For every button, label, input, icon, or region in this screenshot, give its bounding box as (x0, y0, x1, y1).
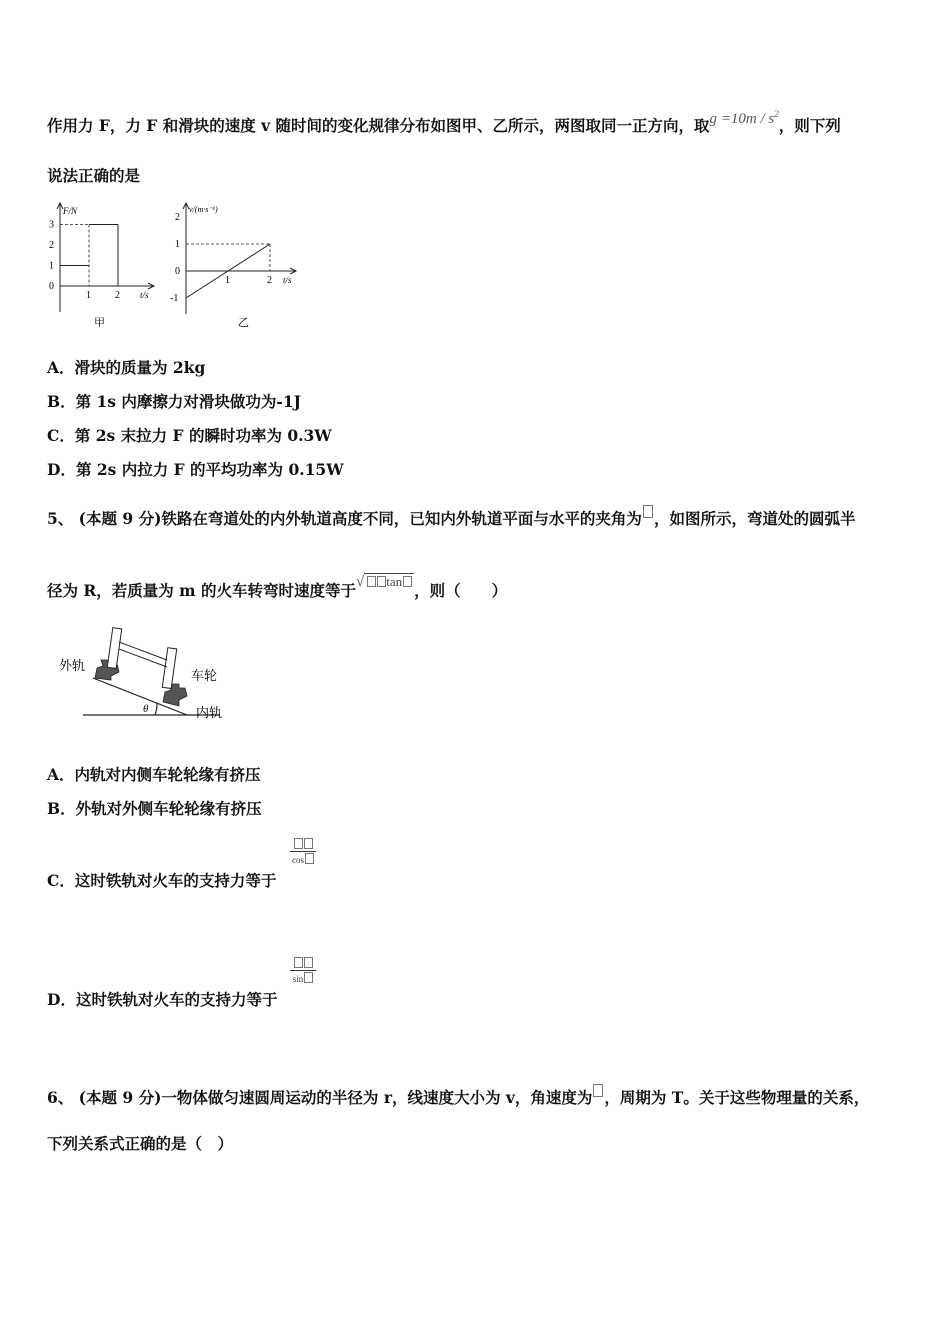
v-xtick-label: 2 (267, 275, 272, 286)
q6-stem-line2: 下列关系式正确的是（ ） (47, 1134, 234, 1153)
wheel-label: 车轮 (191, 668, 218, 683)
v-chart-ylabel: v/(m·s⁻¹) (189, 205, 218, 214)
q4-option-d[interactable]: D．第 2s 内拉力 F 的平均功率为 0.15W (47, 460, 344, 479)
v-ytick-label: 0 (175, 266, 180, 277)
f-ytick-label: 1 (49, 260, 54, 272)
q4-option-b[interactable]: B．第 1s 内摩擦力对滑块做功为-1J (47, 392, 301, 411)
outer-rail-label: 外轨 (59, 658, 86, 673)
q5-option-a[interactable]: A．内轨对内侧车轮轮缘有挤压 (47, 765, 261, 784)
q4-stem-text: 作用力 F，力 F 和滑块的速度 v 随时间的变化规律分布如图甲、乙所示，两图取同一正方向，取 (47, 116, 710, 135)
railway-curve-diagram (55, 622, 245, 724)
sqrt-expression: √ tan (356, 574, 414, 591)
f-ytick-label: 0 (49, 281, 54, 292)
q4-option-c[interactable]: C．第 2s 末拉力 F 的瞬时功率为 0.3W (47, 426, 332, 445)
f-xtick-label: 2 (115, 290, 120, 301)
inner-wheel (162, 648, 176, 689)
q6-stem-tail: ，周期为 T。关于这些物理量的关系， (604, 1088, 870, 1107)
angle-arc (155, 703, 157, 715)
q6-stem-line1 (47, 1084, 869, 1108)
q5-stem-line2-text: 径为 R，若质量为 m 的火车转弯时速度等于 (47, 581, 356, 600)
q6-stem-text: 6、 (本题 9 分)一物体做匀速圆周运动的半径为 r，线速度大小为 v，角速度为 (47, 1088, 593, 1107)
q4-option-a[interactable]: A．滑块的质量为 2kg (47, 358, 206, 377)
q5-stem-line2 (47, 574, 508, 601)
axle-bottom (119, 649, 167, 667)
f-ytick-label: 2 (49, 240, 54, 251)
g-formula: $g =10m / s^2$ (709, 109, 779, 127)
f-chart-ylabel: F/N (63, 206, 78, 216)
outer-wheel (107, 628, 121, 669)
f-ytick-label: 3 (49, 219, 54, 231)
axle-top (119, 642, 167, 660)
theta-placeholder (643, 505, 653, 518)
v-chart-caption: 乙 (238, 317, 249, 329)
v-chart-xlabel: t/s (283, 275, 292, 285)
f-chart-caption: 甲 (94, 317, 105, 329)
f-chart-xlabel: t/s (140, 290, 149, 300)
q5-stem-line2-tail: ，则（ ） (414, 581, 508, 600)
q5-option-b[interactable]: B．外轨对外侧车轮轮缘有挤压 (47, 799, 262, 818)
force-time-chart (44, 198, 164, 334)
v-ytick-label: -1 (170, 293, 179, 304)
q4-stem-line1 (47, 109, 841, 136)
q5-option-c[interactable]: C．这时铁轨对火车的支持力等于 (47, 871, 277, 890)
q5-option-d[interactable]: D．这时铁轨对火车的支持力等于 (47, 990, 278, 1009)
omega-placeholder (593, 1084, 603, 1097)
q4-stem-line2: 说法正确的是 (47, 166, 141, 185)
velocity-time-chart (168, 198, 308, 334)
f-xtick-label: 1 (86, 290, 91, 301)
v-ytick-label: 1 (175, 239, 180, 250)
theta-label: θ (143, 703, 149, 715)
q5-stem-text: 5、 (本题 9 分)铁路在弯道处的内外轨道高度不同，已知内外轨道平面与水平的夹角为 (47, 509, 642, 528)
q5-stem-line1 (47, 505, 855, 529)
inner-rail-label: 内轨 (196, 705, 223, 720)
frac-mg-over-cos: cos (290, 838, 316, 865)
q5-stem-tail: ，如图所示，弯道处的圆弧半 (653, 509, 856, 528)
frac-mg-over-sin: sin (290, 957, 316, 984)
q4-stem-tail: ，则下列 (778, 116, 841, 135)
v-ytick-label: 2 (175, 212, 180, 223)
v-xtick-label: 1 (225, 275, 230, 286)
